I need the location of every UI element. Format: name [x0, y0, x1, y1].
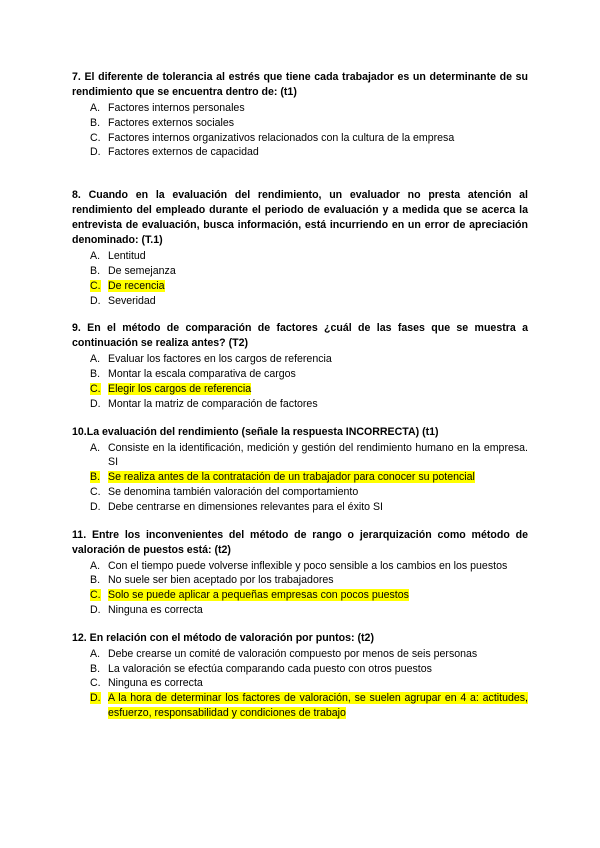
option-letter: D.	[90, 692, 101, 705]
option-letter-wrap	[72, 470, 108, 485]
option-text: Se denomina también valoración del comportamiento	[108, 485, 359, 498]
option-b	[72, 264, 528, 279]
spacer	[72, 412, 528, 425]
option-letter: B.	[90, 662, 101, 675]
option-letter: D.	[90, 603, 101, 616]
option-letter-wrap	[72, 691, 108, 721]
question-11	[72, 528, 528, 618]
option-text: Lentitud	[108, 250, 146, 263]
option-a	[72, 441, 528, 471]
option-d	[72, 603, 528, 618]
option-text: Ninguna es correcta	[108, 603, 203, 616]
option-b-highlighted	[72, 470, 528, 485]
option-text: Elegir los cargos de referencia	[108, 382, 252, 395]
option-c-highlighted	[72, 279, 528, 294]
option-c-highlighted	[72, 588, 528, 603]
options-list	[72, 647, 528, 721]
option-text: Solo se puede aplicar a pequeñas empresas con pocos puestos	[108, 589, 409, 602]
option-text: Factores externos sociales	[108, 116, 235, 129]
option-letter: C.	[90, 131, 101, 144]
spacer	[72, 160, 528, 188]
option-letter: C.	[90, 279, 101, 292]
option-d	[72, 397, 528, 412]
options-list	[72, 441, 528, 515]
option-text-wrap	[108, 382, 528, 397]
option-letter: A.	[90, 102, 101, 114]
question-10	[72, 425, 528, 515]
option-text: La valoración se efectúa comparando cada puesto con otros puestos	[108, 662, 432, 675]
option-d	[72, 145, 528, 160]
option-letter: C.	[90, 485, 101, 498]
option-text: Factores internos organizativos relacionados con la cultura de la empresa	[108, 131, 455, 144]
question-8	[72, 188, 528, 308]
spacer	[72, 618, 528, 631]
options-list	[72, 101, 528, 160]
option-c	[72, 676, 528, 691]
option-letter: B.	[90, 264, 101, 277]
option-a	[72, 352, 528, 367]
option-text-wrap	[108, 691, 528, 721]
option-a	[72, 249, 528, 264]
option-letter: C.	[90, 589, 101, 602]
option-c	[72, 485, 528, 500]
option-text: Ninguna es correcta	[108, 677, 203, 690]
question-7	[72, 70, 528, 160]
question-title: 7. El diferente de tolerancia al estrés que tiene cada trabajador es un determinante de su rendimiento que se encuentra dentro de: (t1)	[72, 71, 528, 98]
option-text: A la hora de determinar los factores de valoración, se suelen agrupar en 4 a: actitudes, esfuerzo, responsabilidad y condiciones de trabajo	[108, 692, 528, 719]
option-c-highlighted	[72, 382, 528, 397]
option-text: De semejanza	[108, 264, 176, 277]
option-letter: D.	[90, 397, 101, 410]
option-text: Factores externos de capacidad	[108, 146, 259, 159]
option-a	[72, 559, 528, 574]
options-list	[72, 352, 528, 411]
option-letter: A.	[90, 353, 101, 366]
question-title: 12. En relación con el método de valoración por puntos: (t2)	[72, 631, 374, 644]
option-letter: B.	[90, 116, 101, 129]
option-b	[72, 573, 528, 588]
question-title: 8. Cuando en la evaluación del rendimiento, un evaluador no presta atención al rendimiento del empleado durante el periodo de evaluación y a medida que se acerca la entrevista de evaluación, busca información, está incurriendo en un error de apreciación denominado: (T.1)	[72, 189, 528, 247]
option-text-wrap	[108, 279, 528, 294]
option-text: Debe centrarse en dimensiones relevantes para el éxito SI	[108, 500, 384, 513]
question-12	[72, 631, 528, 721]
option-letter: B.	[90, 471, 101, 484]
option-letter: D.	[90, 294, 101, 307]
option-text: Severidad	[108, 294, 156, 307]
option-letter-wrap	[72, 382, 108, 397]
option-letter: D.	[90, 146, 101, 159]
document-page	[72, 70, 528, 721]
option-text-wrap	[108, 588, 528, 603]
option-d	[72, 294, 528, 309]
option-text: De recencia	[108, 279, 165, 292]
question-title: 9. En el método de comparación de factores ¿cuál de las fases que se muestra a continuación se realiza antes? (T2)	[72, 322, 528, 350]
option-b	[72, 367, 528, 382]
option-letter: A.	[90, 250, 101, 263]
option-letter: B.	[90, 368, 101, 381]
option-letter: B.	[90, 574, 101, 587]
option-a	[72, 647, 528, 662]
option-c	[72, 131, 528, 146]
option-text: Consiste en la identificación, medición y gestión del rendimiento humano en la empresa. SI	[108, 441, 528, 469]
options-list	[72, 559, 528, 618]
option-d-highlighted	[72, 691, 528, 721]
option-a	[72, 101, 528, 116]
option-text-wrap	[108, 470, 528, 485]
question-title: 11. Entre los inconvenientes del método de rango o jerarquización como método de valoración de puestos está: (t2)	[72, 528, 528, 556]
question-9	[72, 321, 528, 411]
option-b	[72, 662, 528, 677]
option-text: Montar la escala comparativa de cargos	[108, 368, 296, 381]
option-letter-wrap	[72, 279, 108, 294]
option-d	[72, 500, 528, 515]
question-title: 10.La evaluación del rendimiento (señale la respuesta INCORRECTA) (t1)	[72, 425, 439, 438]
option-letter: C.	[90, 677, 101, 690]
option-b	[72, 116, 528, 131]
option-letter: C.	[90, 382, 101, 395]
option-letter: D.	[90, 500, 101, 513]
option-letter: A.	[90, 559, 101, 572]
option-text: No suele ser bien aceptado por los trabajadores	[108, 574, 334, 587]
option-text: Montar la matriz de comparación de factores	[108, 397, 318, 410]
option-text: Con el tiempo puede volverse inflexible y poco sensible a los cambios en los puestos	[108, 559, 508, 572]
option-letter: A.	[90, 441, 101, 454]
spacer	[72, 515, 528, 528]
option-letter-wrap	[72, 588, 108, 603]
option-text: Debe crearse un comité de valoración compuesto por menos de seis personas	[108, 647, 478, 660]
options-list	[72, 249, 528, 308]
option-text: Se realiza antes de la contratación de un trabajador para conocer su potencial	[108, 471, 475, 484]
option-text: Evaluar los factores en los cargos de referencia	[108, 353, 332, 366]
option-text: Factores internos personales	[108, 102, 245, 114]
option-letter: A.	[90, 647, 101, 660]
spacer	[72, 308, 528, 321]
